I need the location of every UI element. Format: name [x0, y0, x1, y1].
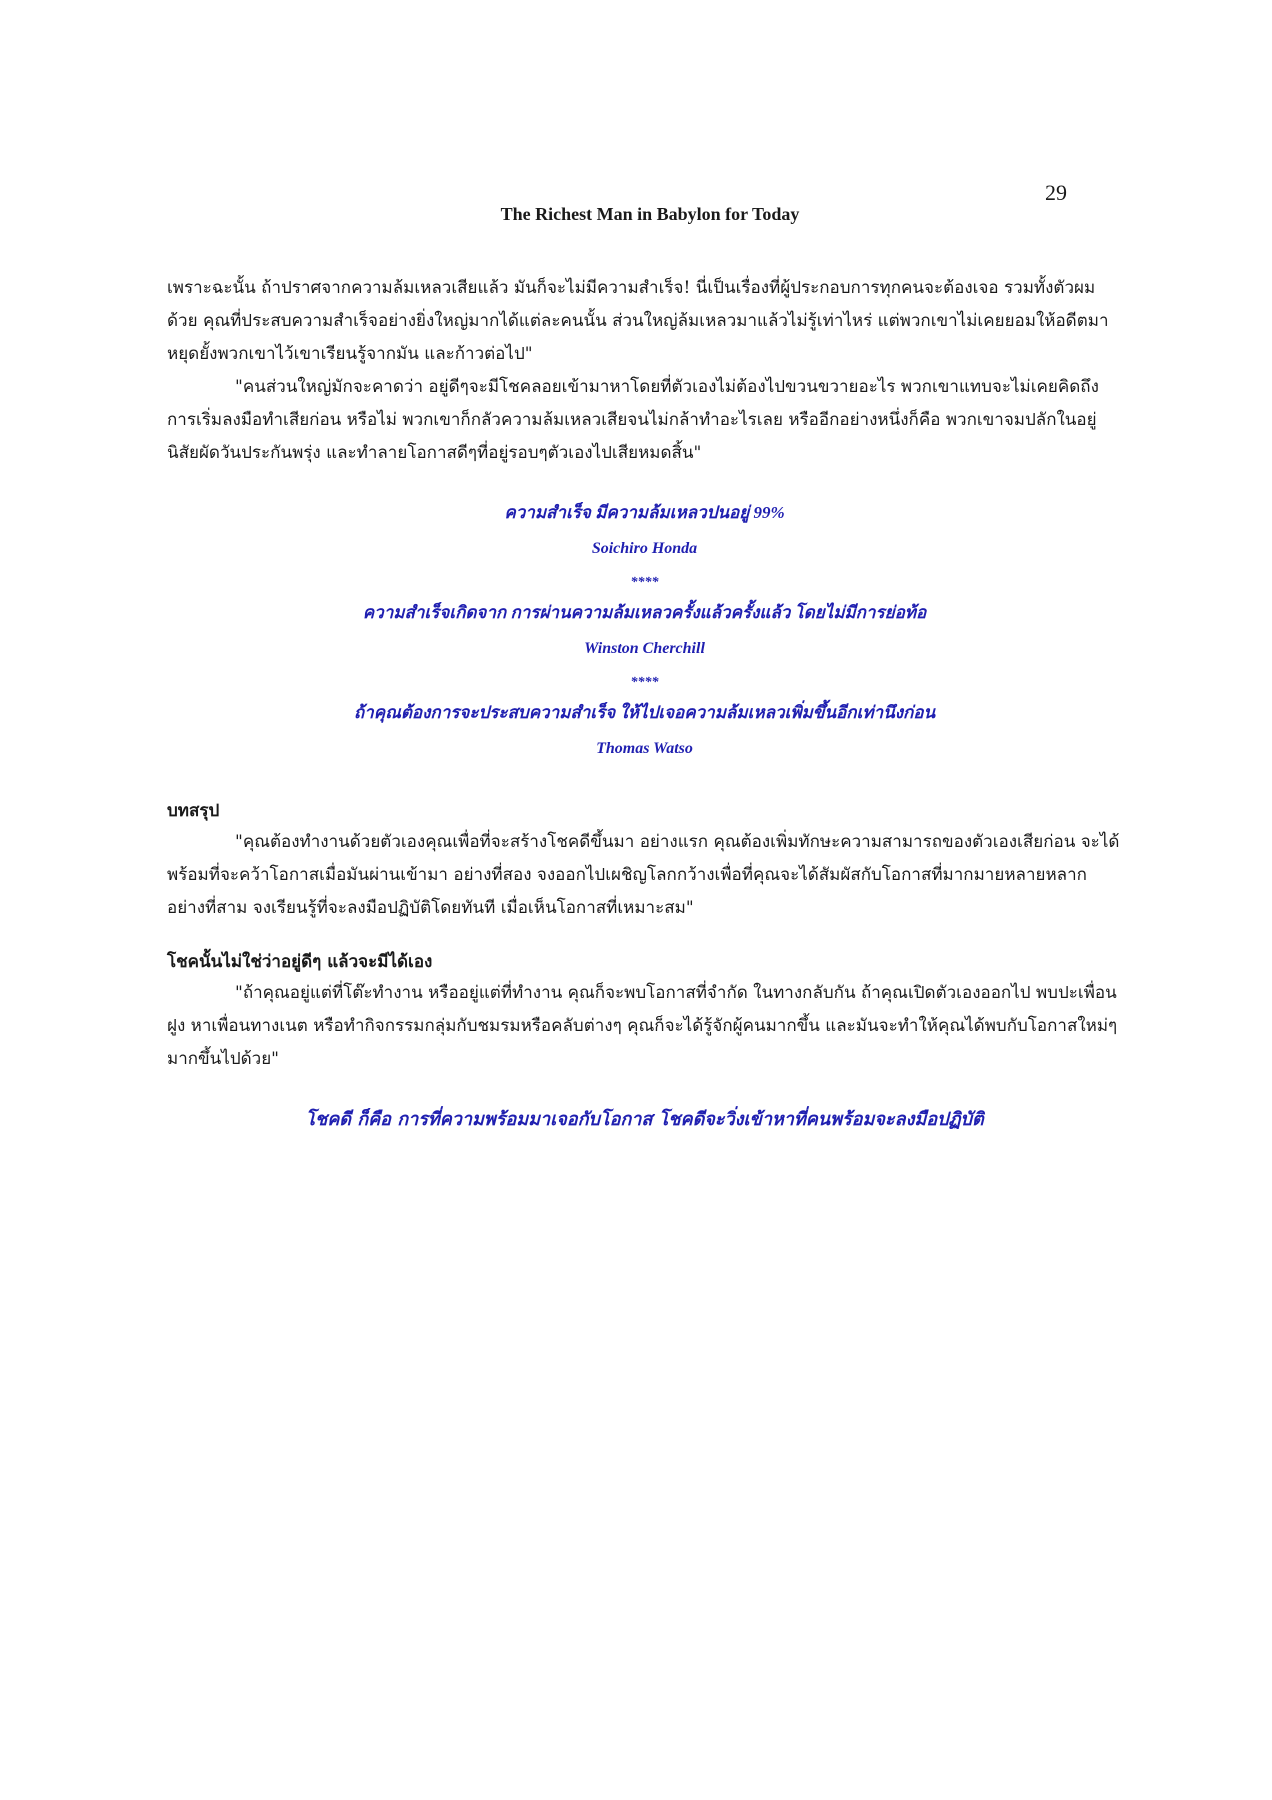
luck-paragraph: "ถ้าคุณอยู่แต่ที่โต๊ะทำงาน หรืออยู่แต่ที่ทำงาน คุณก็จะพบโอกาสที่จำกัด ในทางกลับกัน ถ้าคุณเปิดตัวเองออกไป พบปะเพื่อนฝูง หาเพื่อนทางเนต หรือทำกิจกรรมกลุ่มกับชมรมหรือคลับต่างๆ คุณก็จะได้รู้จักผู้คนมากขึ้น และมันจะทำให้คุณได้พบกับโอกาสใหม่ๆมากขึ้นไปด้วย" — [167, 983, 1118, 1069]
summary-heading: บทสรุป — [167, 801, 220, 821]
quote-author: Thomas Watso — [596, 740, 693, 757]
quote-text: ความสำเร็จ มีความล้มเหลวปนอยู่ 99% — [504, 503, 785, 522]
page-content — [167, 272, 1122, 1132]
final-quote: โชคดี ก็คือ การที่ความพร้อมมาเจอกับโอกาส โชคดีจะวิ่งเข้าหาที่คนพร้อมจะลงมือปฏิบัติ — [305, 1109, 984, 1130]
quote-text: ความสำเร็จเกิดจาก การผ่านความล้มเหลวครั้งแล้วครั้งแล้ว โดยไม่มีการย่อท้อ — [362, 603, 927, 622]
quote-separator: **** — [630, 575, 659, 590]
summary-paragraph: "คุณต้องทำงานด้วยตัวเองคุณเพื่อที่จะสร้างโชคดีขึ้นมา อย่างแรก คุณต้องเพิ่มทักษะความสามารถของตัวเองเสียก่อน จะได้พร้อมที่จะคว้าโอกาสเมื่อมันผ่านเข้ามา อย่างที่สอง จงออกไปเผชิญโลกกว้างเพื่อที่คุณจะได้สัมผัสกับโอกาสที่มากมายหลายหลากอย่างที่สาม จงเรียนรู้ที่จะลงมือปฏิบัติโดยทันที เมื่อเห็นโอกาสที่เหมาะสม" — [167, 832, 1120, 918]
running-header: The Richest Man in Babylon for Today — [500, 204, 800, 224]
luck-section — [167, 947, 1122, 1076]
quote-separator: **** — [630, 675, 659, 690]
body-paragraph-1: เพราะฉะนั้น ถ้าปราศจากความล้มเหลวเสียแล้ว มันก็จะไม่มีความสำเร็จ! นี่เป็นเรื่องที่ผู้ประกอบการทุกคนจะต้องเจอ รวมทั้งตัวผมด้วย คุณที่ประสบความสำเร็จอย่างยิ่งใหญ่มากได้แต่ละคนนั้น ส่วนใหญ่ล้มเหลวมาแล้วไม่รู้เท่าไหร่ แต่พวกเขาไม่เคยยอมให้อดีตมาหยุดยั้งพวกเขาไว้เขาเรียนรู้จากมัน และก้าวต่อไป" — [167, 278, 1109, 364]
quote-author: Soichiro Honda — [591, 540, 698, 557]
quote-text: ถ้าคุณต้องการจะประสบความสำเร็จ ให้ไปเจอความล้มเหลวเพิ่มขึ้นอีกเท่านึงก่อน — [353, 703, 936, 722]
summary-section — [167, 796, 1122, 925]
body-paragraph-2: "คนส่วนใหญ่มักจะคาดว่า อยู่ดีๆจะมีโชคลอยเข้ามาหาโดยที่ตัวเองไม่ต้องไปขวนขวายอะไร พวกเขาแทบจะไม่เคยคิดถึงการเริ่มลงมือทำเสียก่อน หรือไม่ พวกเขาก็กลัวความล้มเหลวเสียจนไม่กล้าทำอะไรเลย หรืออีกอย่างหนึ่งก็คือ พวกเขาจมปลักในอยู่นิสัยผัดวันประกันพรุ่ง และทำลายโอกาสดีๆที่อยู่รอบๆตัวเองไปเสียหมดสิ้น" — [167, 377, 1099, 463]
page-number: 29 — [1045, 180, 1067, 205]
quote-author: Winston Cherchill — [584, 640, 705, 657]
luck-heading: โชคนั้นไม่ใช่ว่าอยู่ดีๆ แล้วจะมีได้เอง — [167, 952, 433, 972]
quote-block — [167, 502, 1122, 760]
